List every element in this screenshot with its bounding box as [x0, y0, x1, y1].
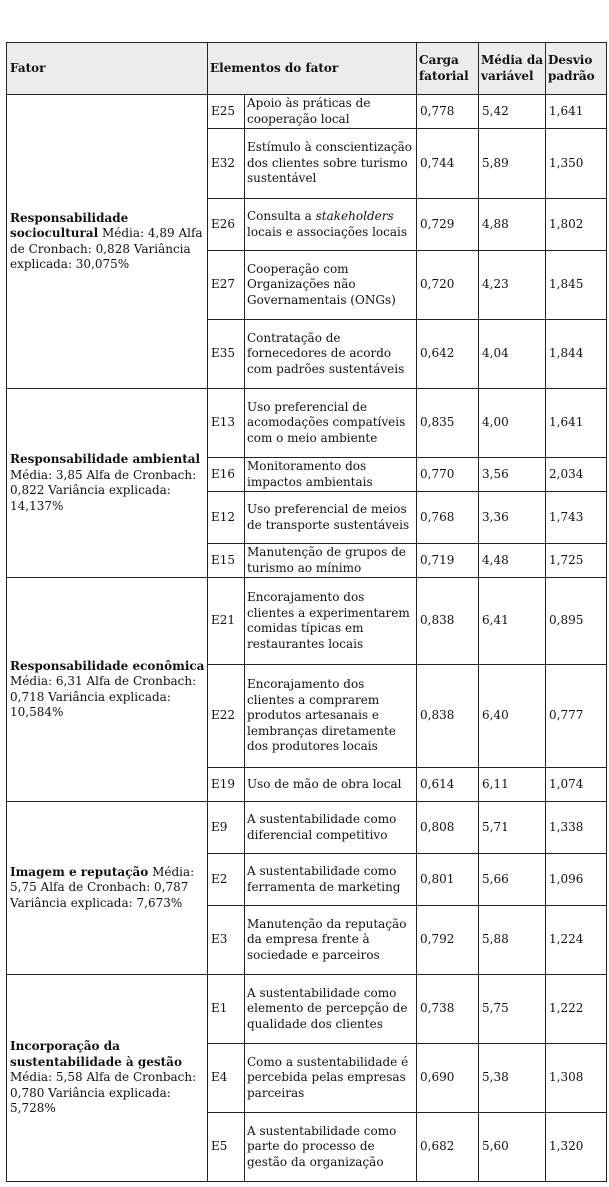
element-code: E16	[208, 458, 245, 492]
media-value: 5,75	[479, 975, 546, 1044]
media-value: 5,38	[479, 1044, 546, 1113]
factor-cell	[7, 95, 208, 389]
media-value: 6,11	[479, 768, 546, 802]
desvio-value: 1,641	[546, 95, 607, 129]
factor-name: Incorporação da sustentabilidade à gestão	[10, 1039, 182, 1069]
desvio-value: 1,222	[546, 975, 607, 1044]
carga-value: 0,801	[417, 854, 479, 906]
element-desc: A sustentabilidade como ferramenta de marketing	[245, 854, 417, 906]
desvio-value: 1,845	[546, 251, 607, 320]
element-desc: A sustentabilidade como parte do processo de gestão da organização	[245, 1113, 417, 1182]
carga-value: 0,770	[417, 458, 479, 492]
factor-name: Imagem e reputação	[10, 864, 149, 879]
media-value: 5,66	[479, 854, 546, 906]
element-code: E32	[208, 129, 245, 199]
factor-stats: Média: 5,58 Alfa de Cronbach: 0,780 Variância explicada: 5,728%	[10, 1070, 197, 1116]
table-row	[7, 95, 607, 129]
factor-cell	[7, 578, 208, 802]
element-desc: Uso de mão de obra local	[245, 768, 417, 802]
media-value: 4,23	[479, 251, 546, 320]
carga-value: 0,738	[417, 975, 479, 1044]
carga-value: 0,792	[417, 906, 479, 975]
desvio-value: 1,743	[546, 492, 607, 544]
header-desvio: Desvio padrão	[546, 43, 607, 95]
media-value: 4,48	[479, 544, 546, 578]
factor-stats: Média: 6,31 Alfa de Cronbach: 0,718 Variância explicada: 10,584%	[10, 674, 197, 719]
carga-value: 0,768	[417, 492, 479, 544]
carga-value: 0,838	[417, 578, 479, 665]
factor-name: Responsabilidade sociocultural	[10, 210, 129, 240]
carga-value: 0,682	[417, 1113, 479, 1182]
carga-value: 0,835	[417, 389, 479, 458]
media-value: 4,88	[479, 199, 546, 251]
element-code: E4	[208, 1044, 245, 1113]
desvio-value: 0,777	[546, 665, 607, 768]
element-code: E27	[208, 251, 245, 320]
table-row	[7, 975, 607, 1044]
desvio-value: 1,844	[546, 320, 607, 389]
carga-value: 0,838	[417, 665, 479, 768]
table-row	[7, 389, 607, 458]
element-desc: Uso preferencial de acomodações compatíveis com o meio ambiente	[245, 389, 417, 458]
element-desc: Monitoramento dos impactos ambientais	[245, 458, 417, 492]
table-row	[7, 802, 607, 854]
element-code: E9	[208, 802, 245, 854]
desvio-value: 1,074	[546, 768, 607, 802]
factor-name: Responsabilidade econômica	[10, 658, 205, 673]
media-value: 4,04	[479, 320, 546, 389]
element-desc: Como a sustentabilidade é percebida pelas empresas parceiras	[245, 1044, 417, 1113]
element-desc-em: stakeholders	[315, 209, 394, 223]
element-code: E19	[208, 768, 245, 802]
header-fator: Fator	[7, 43, 208, 95]
factor-stats: Média: 3,85 Alfa de Cronbach: 0,822 Variância explicada: 14,137%	[10, 467, 197, 513]
carga-value: 0,744	[417, 129, 479, 199]
carga-value: 0,778	[417, 95, 479, 129]
element-desc: Manutenção de grupos de turismo ao mínimo	[245, 544, 417, 578]
media-value: 6,40	[479, 665, 546, 768]
element-desc: Uso preferencial de meios de transporte sustentáveis	[245, 492, 417, 544]
element-code: E3	[208, 906, 245, 975]
factor-cell	[7, 975, 208, 1182]
element-desc	[245, 199, 417, 251]
element-code: E12	[208, 492, 245, 544]
element-desc: Encorajamento dos clientes a comprarem produtos artesanais e lembranças diretamente dos produtores locais	[245, 665, 417, 768]
desvio-value: 1,641	[546, 389, 607, 458]
element-code: E26	[208, 199, 245, 251]
element-desc: Contratação de fornecedores de acordo com padrões sustentáveis	[245, 320, 417, 389]
element-desc: Cooperação com Organizações não Governamentais (ONGs)	[245, 251, 417, 320]
media-value: 5,42	[479, 95, 546, 129]
desvio-value: 1,725	[546, 544, 607, 578]
element-code: E5	[208, 1113, 245, 1182]
element-desc-post: locais e associações locais	[247, 224, 408, 239]
media-value: 3,56	[479, 458, 546, 492]
media-value: 5,89	[479, 129, 546, 199]
desvio-value: 1,338	[546, 802, 607, 854]
desvio-value: 1,350	[546, 129, 607, 199]
factor-name: Responsabilidade ambiental	[10, 452, 201, 466]
factor-stats: Média: 5,75 Alfa de Cronbach: 0,787 Variância explicada: 7,673%	[10, 864, 195, 910]
media-value: 3,36	[479, 492, 546, 544]
media-value: 5,71	[479, 802, 546, 854]
element-code: E35	[208, 320, 245, 389]
element-code: E25	[208, 95, 245, 129]
media-value: 5,88	[479, 906, 546, 975]
factor-stats: Média: 4,89 Alfa de Cronbach: 0,828 Variância explicada: 30,075%	[10, 226, 203, 271]
table-row	[7, 578, 607, 665]
header-carga: Carga fatorial	[417, 43, 479, 95]
desvio-value: 1,802	[546, 199, 607, 251]
element-desc: A sustentabilidade como diferencial competitivo	[245, 802, 417, 854]
element-code: E21	[208, 578, 245, 665]
carga-value: 0,720	[417, 251, 479, 320]
desvio-value: 1,224	[546, 906, 607, 975]
desvio-value: 0,895	[546, 578, 607, 665]
element-code: E13	[208, 389, 245, 458]
carga-value: 0,729	[417, 199, 479, 251]
desvio-value: 2,034	[546, 458, 607, 492]
header-media: Média da variável	[479, 43, 546, 95]
factor-cell	[7, 389, 208, 578]
desvio-value: 1,096	[546, 854, 607, 906]
element-desc: Encorajamento dos clientes a experimentarem comidas típicas em restaurantes locais	[245, 578, 417, 665]
element-code: E15	[208, 544, 245, 578]
media-value: 4,00	[479, 389, 546, 458]
element-desc: A sustentabilidade como elemento de percepção de qualidade dos clientes	[245, 975, 417, 1044]
carga-value: 0,808	[417, 802, 479, 854]
element-code: E2	[208, 854, 245, 906]
header-elementos: Elementos do fator	[208, 43, 417, 95]
element-desc: Estímulo à conscientização dos clientes sobre turismo sustentável	[245, 129, 417, 199]
media-value: 5,60	[479, 1113, 546, 1182]
element-desc: Apoio às práticas de cooperação local	[245, 95, 417, 129]
carga-value: 0,690	[417, 1044, 479, 1113]
factor-cell	[7, 802, 208, 975]
element-code: E1	[208, 975, 245, 1044]
factor-table	[6, 42, 607, 1182]
carga-value: 0,719	[417, 544, 479, 578]
element-desc-pre: Consulta a	[247, 209, 312, 223]
carga-value: 0,614	[417, 768, 479, 802]
header-row	[7, 43, 607, 95]
media-value: 6,41	[479, 578, 546, 665]
carga-value: 0,642	[417, 320, 479, 389]
element-code: E22	[208, 665, 245, 768]
desvio-value: 1,320	[546, 1113, 607, 1182]
desvio-value: 1,308	[546, 1044, 607, 1113]
element-desc: Manutenção da reputação da empresa frente à sociedade e parceiros	[245, 906, 417, 975]
